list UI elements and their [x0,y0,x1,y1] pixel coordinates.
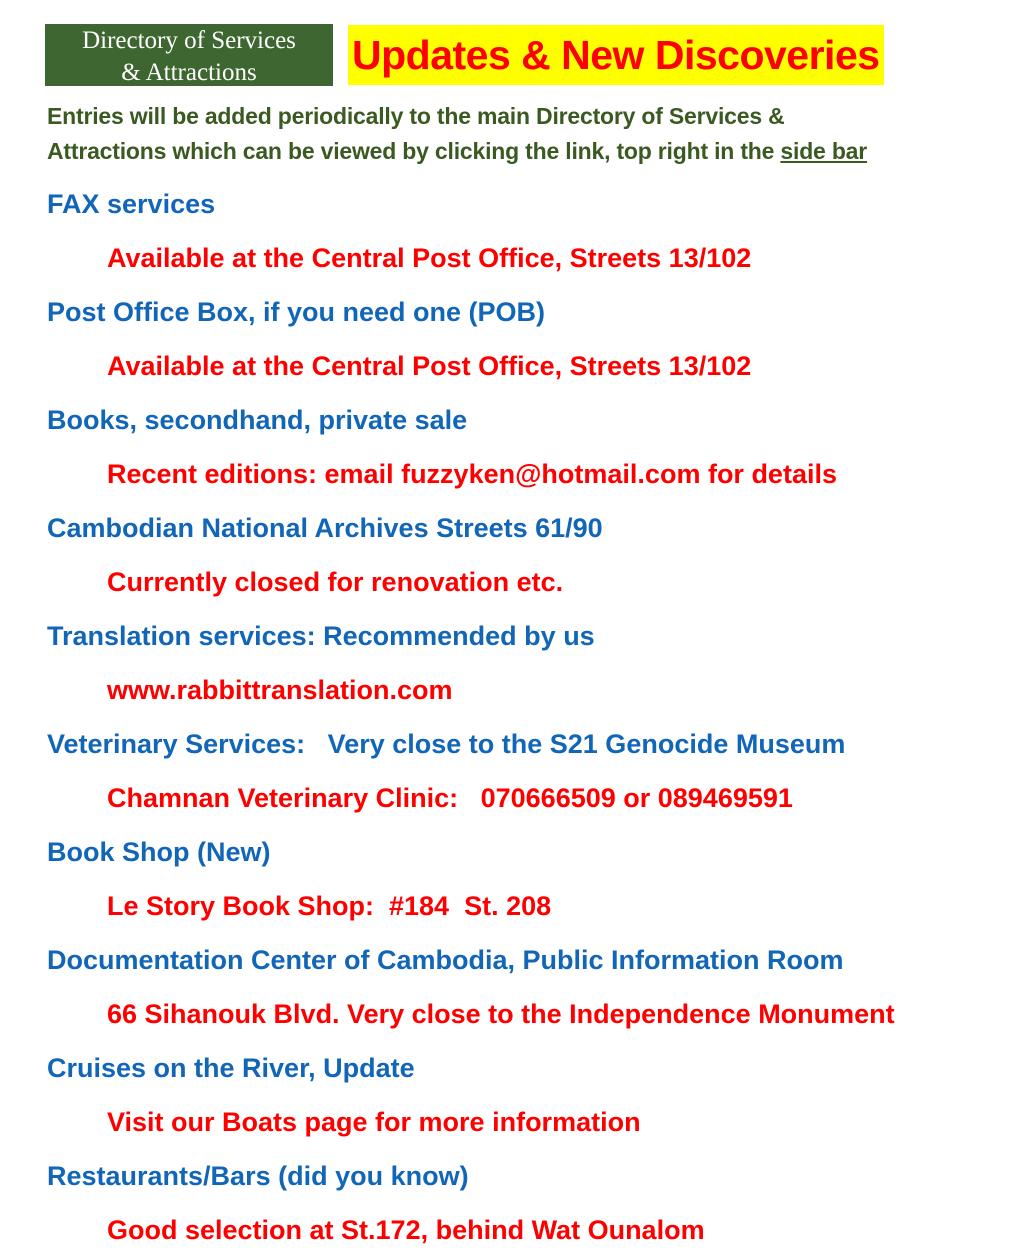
entry-detail: www.rabbittranslation.com [107,675,453,705]
page-title: Updates & New Discoveries [348,25,884,85]
entry-detail: Chamnan Veterinary Clinic: 070666509 or 089469591 [107,783,793,813]
entries-list [0,177,1017,1257]
entry-detail: Recent editions: email fuzzyken@hotmail.com for details [107,459,837,489]
entry-heading: Veterinary Services: Very close to the S21 Genocide Museum [47,729,846,759]
entry-detail: Visit our Boats page for more information [107,1107,641,1137]
entry-heading: Post Office Box, if you need one (POB) [47,297,546,327]
entry-detail: Available at the Central Post Office, Streets 13/102 [107,243,752,273]
entry-detail: Available at the Central Post Office, Streets 13/102 [107,351,752,381]
directory-logo[interactable] [45,24,333,86]
entry-heading: Documentation Center of Cambodia, Public Information Room [47,945,844,975]
entry-detail: Good selection at St.172, behind Wat Ounalom [107,1215,705,1245]
entry-detail: Currently closed for renovation etc. [107,567,564,597]
entry-heading: Book Shop (New) [47,837,271,867]
entry-heading: Books, secondhand, private sale [47,405,468,435]
logo-line-2: & Attractions [121,59,257,86]
entry-detail: 66 Sihanouk Blvd. Very close to the Independence Monument [107,999,895,1029]
intro-line-2 [47,134,987,169]
entry-heading: Cruises on the River, Update [47,1053,415,1083]
intro-line-1: Entries will be added periodically to the main Directory of Services & [47,103,785,129]
entry-heading: Restaurants/Bars (did you know) [47,1161,469,1191]
entry-heading: Translation services: Recommended by us [47,621,595,651]
logo-line-1: Directory of Services [82,27,296,54]
entry-detail: Le Story Book Shop: #184 St. 208 [107,891,552,921]
entry-heading: FAX services [47,189,216,219]
intro-paragraph [47,99,987,169]
entry-heading: Cambodian National Archives Streets 61/90 [47,513,603,543]
side-bar-link[interactable]: side bar [780,138,868,164]
intro-line-2-text: Attractions which can be viewed by clicking the link, top right in the [47,138,781,164]
